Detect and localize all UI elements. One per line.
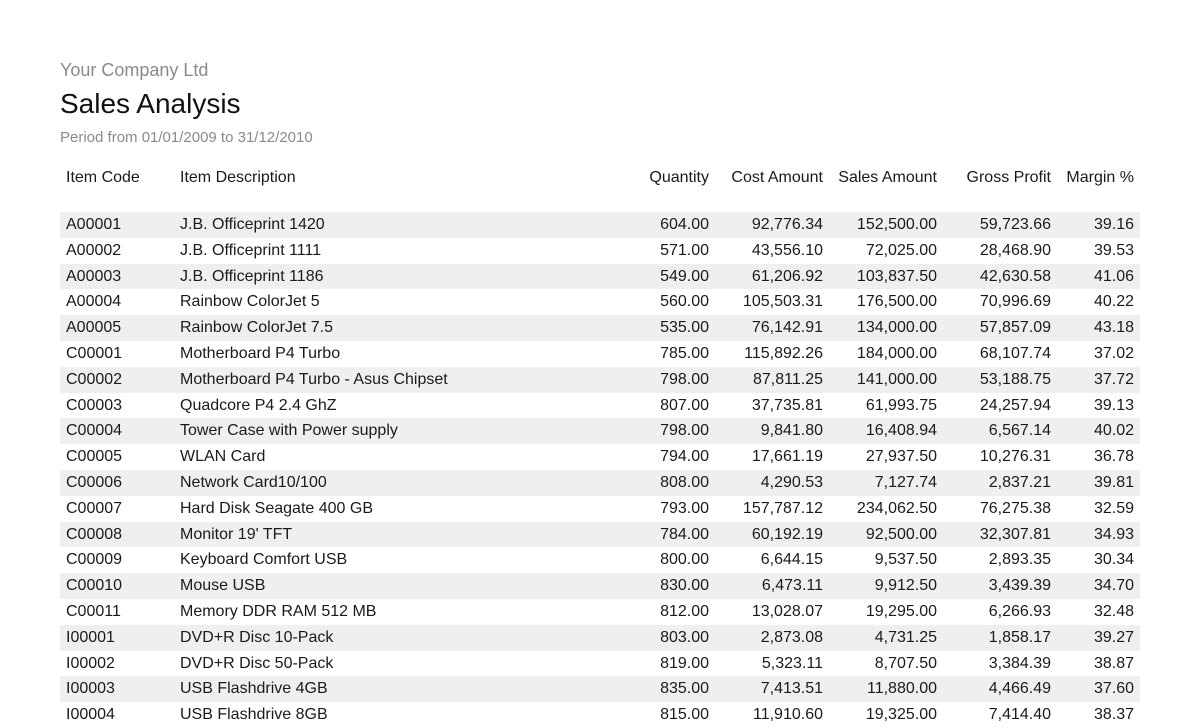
cell-gross-profit: 59,723.66 xyxy=(979,216,1051,233)
company-name: Your Company Ltd xyxy=(60,60,209,80)
cell-cost-amount: 37,735.81 xyxy=(751,396,823,414)
cell-item-code: A00002 xyxy=(66,241,122,259)
cell-cost-amount: 76,142.91 xyxy=(751,319,823,337)
cell-gross-profit: 2,837.21 xyxy=(988,473,1051,491)
cell-item-description: Monitor 19' TFT xyxy=(180,525,293,543)
column-header-cost-amount: Cost Amount xyxy=(731,169,823,186)
table-row xyxy=(60,289,1140,315)
cell-margin: 39.13 xyxy=(1093,396,1134,414)
column-header-item-code: Item Code xyxy=(66,169,140,186)
table-row xyxy=(60,470,1140,496)
cell-item-description: J.B. Officeprint 1111 xyxy=(180,241,322,259)
cell-margin: 36.78 xyxy=(1093,448,1134,466)
cell-sales-amount: 152,500.00 xyxy=(856,216,937,233)
cell-item-description: Rainbow ColorJet 7.5 xyxy=(180,319,333,337)
cell-sales-amount: 4,731.25 xyxy=(874,628,937,646)
cell-cost-amount: 43,556.10 xyxy=(751,241,823,259)
cell-cost-amount: 6,473.11 xyxy=(761,577,823,595)
cell-gross-profit: 68,107.74 xyxy=(979,344,1051,362)
cell-quantity: 793.00 xyxy=(660,499,709,517)
cell-margin: 39.53 xyxy=(1093,241,1134,259)
cell-item-description: DVD+R Disc 10-Pack xyxy=(180,628,334,646)
cell-gross-profit: 32,307.81 xyxy=(979,525,1051,543)
table-row xyxy=(60,444,1140,470)
cell-item-code: C00011 xyxy=(66,602,121,620)
cell-item-description: Rainbow ColorJet 5 xyxy=(180,293,320,311)
cell-margin: 32.48 xyxy=(1093,602,1134,620)
table-row xyxy=(60,315,1140,341)
cell-cost-amount: 92,776.34 xyxy=(751,216,823,233)
cell-item-code: C00008 xyxy=(66,525,123,543)
cell-item-description: Motherboard P4 Turbo - Asus Chipset xyxy=(180,370,448,388)
cell-gross-profit: 6,266.93 xyxy=(988,602,1051,620)
cell-item-code: I00001 xyxy=(66,628,115,646)
cell-item-description: Mouse USB xyxy=(180,577,266,595)
cell-margin: 38.87 xyxy=(1093,654,1134,672)
cell-sales-amount: 141,000.00 xyxy=(856,370,937,388)
cell-quantity: 798.00 xyxy=(660,422,709,440)
cell-cost-amount: 13,028.07 xyxy=(751,602,823,620)
cell-quantity: 794.00 xyxy=(660,448,709,466)
cell-gross-profit: 6,567.14 xyxy=(988,422,1051,440)
column-header-sales-amount: Sales Amount xyxy=(838,169,937,186)
cell-item-code: A00003 xyxy=(66,267,122,285)
cell-item-code: C00005 xyxy=(66,448,123,466)
cell-sales-amount: 9,912.50 xyxy=(874,577,937,595)
cell-item-description: Quadcore P4 2.4 GhZ xyxy=(180,396,337,414)
cell-margin: 40.02 xyxy=(1093,422,1134,440)
cell-quantity: 808.00 xyxy=(660,473,709,491)
cell-gross-profit: 3,384.39 xyxy=(988,654,1051,672)
cell-quantity: 807.00 xyxy=(660,396,709,414)
cell-quantity: 819.00 xyxy=(660,654,709,672)
cell-sales-amount: 19,295.00 xyxy=(865,602,937,620)
cell-margin: 40.22 xyxy=(1093,293,1134,311)
cell-sales-amount: 134,000.00 xyxy=(856,319,937,337)
table-row xyxy=(60,496,1140,522)
cell-gross-profit: 2,893.35 xyxy=(988,551,1051,569)
cell-item-code: C00001 xyxy=(66,344,123,362)
cell-margin: 39.81 xyxy=(1093,473,1134,491)
cell-margin: 43.18 xyxy=(1093,319,1134,337)
cell-quantity: 835.00 xyxy=(660,680,709,698)
cell-quantity: 784.00 xyxy=(660,525,709,543)
cell-cost-amount: 5,323.11 xyxy=(761,654,823,672)
cell-margin: 30.34 xyxy=(1093,551,1134,569)
table-row xyxy=(60,676,1140,702)
table-row xyxy=(60,573,1140,599)
cell-gross-profit: 70,996.69 xyxy=(979,293,1051,311)
cell-sales-amount: 72,025.00 xyxy=(865,241,937,259)
report-title: Sales Analysis xyxy=(60,88,241,119)
cell-sales-amount: 27,937.50 xyxy=(865,448,937,466)
table-row xyxy=(60,238,1140,264)
cell-item-description: DVD+R Disc 50-Pack xyxy=(180,654,334,672)
table-row xyxy=(60,418,1140,444)
cell-sales-amount: 19,325.00 xyxy=(865,706,937,724)
cell-item-description: USB Flashdrive 8GB xyxy=(180,706,328,724)
column-header-gross-profit: Gross Profit xyxy=(966,169,1051,186)
cell-quantity: 812.00 xyxy=(660,602,709,620)
cell-sales-amount: 8,707.50 xyxy=(874,654,937,672)
cell-margin: 34.93 xyxy=(1093,525,1134,543)
cell-item-code: A00005 xyxy=(66,319,122,337)
cell-item-description: WLAN Card xyxy=(180,448,266,466)
cell-quantity: 798.00 xyxy=(660,370,709,388)
cell-item-code: C00004 xyxy=(66,422,123,440)
cell-cost-amount: 4,290.53 xyxy=(760,473,823,491)
table-row xyxy=(60,367,1140,393)
header-spacer xyxy=(60,196,1140,212)
cell-quantity: 535.00 xyxy=(660,319,709,337)
cell-cost-amount: 60,192.19 xyxy=(751,525,823,543)
cell-quantity: 830.00 xyxy=(660,577,709,595)
table-row xyxy=(60,599,1140,625)
cell-item-code: A00004 xyxy=(66,293,122,311)
table-row xyxy=(60,264,1140,290)
table-header xyxy=(60,160,1140,212)
cell-margin: 38.37 xyxy=(1093,706,1134,724)
cell-margin: 41.06 xyxy=(1093,267,1134,285)
header-spacer-cell xyxy=(60,196,1140,212)
cell-item-code: C00002 xyxy=(66,370,123,388)
cell-item-description: USB Flashdrive 4GB xyxy=(180,680,328,698)
cell-sales-amount: 234,062.50 xyxy=(856,499,937,517)
table-row xyxy=(60,393,1140,419)
cell-cost-amount: 105,503.31 xyxy=(742,293,823,311)
cell-item-code: C00006 xyxy=(66,473,123,491)
cell-sales-amount: 103,837.50 xyxy=(856,267,937,285)
cell-gross-profit: 10,276.31 xyxy=(979,448,1051,466)
table-body xyxy=(60,212,1140,728)
cell-gross-profit: 53,188.75 xyxy=(979,370,1051,388)
cell-quantity: 604.00 xyxy=(660,216,709,233)
cell-cost-amount: 11,910.60 xyxy=(753,706,823,724)
cell-cost-amount: 61,206.92 xyxy=(751,267,823,285)
cell-item-code: C00009 xyxy=(66,551,123,569)
cell-margin: 37.72 xyxy=(1093,370,1134,388)
table-row xyxy=(60,522,1140,548)
cell-sales-amount: 16,408.94 xyxy=(865,422,937,440)
cell-sales-amount: 92,500.00 xyxy=(865,525,937,543)
table-row xyxy=(60,651,1140,677)
cell-item-code: I00002 xyxy=(66,654,115,672)
cell-item-description: Tower Case with Power supply xyxy=(180,422,398,440)
cell-sales-amount: 11,880.00 xyxy=(867,680,937,698)
cell-item-code: I00004 xyxy=(66,706,115,724)
cell-margin: 32.59 xyxy=(1093,499,1134,517)
table-row xyxy=(60,625,1140,651)
table-row xyxy=(60,547,1140,573)
cell-item-description: Memory DDR RAM 512 MB xyxy=(180,602,377,620)
cell-gross-profit: 76,275.38 xyxy=(979,499,1051,517)
cell-gross-profit: 1,858.17 xyxy=(988,628,1051,646)
cell-margin: 39.27 xyxy=(1093,628,1134,646)
cell-item-description: Motherboard P4 Turbo xyxy=(180,344,341,362)
cell-gross-profit: 24,257.94 xyxy=(979,396,1051,414)
cell-item-code: C00003 xyxy=(66,396,123,414)
cell-quantity: 785.00 xyxy=(660,344,709,362)
column-header-quantity: Quantity xyxy=(649,169,709,186)
cell-item-code: C00010 xyxy=(66,577,123,595)
cell-gross-profit: 4,466.49 xyxy=(988,680,1051,698)
cell-margin: 37.02 xyxy=(1093,344,1134,362)
cell-quantity: 800.00 xyxy=(660,551,709,569)
cell-margin: 34.70 xyxy=(1093,577,1134,595)
cell-cost-amount: 2,873.08 xyxy=(760,628,823,646)
cell-quantity: 815.00 xyxy=(660,706,709,724)
cell-quantity: 803.00 xyxy=(660,628,709,646)
cell-gross-profit: 57,857.09 xyxy=(979,319,1051,337)
cell-sales-amount: 61,993.75 xyxy=(865,396,937,414)
cell-quantity: 560.00 xyxy=(660,293,709,311)
cell-cost-amount: 9,841.80 xyxy=(760,422,823,440)
cell-margin: 37.60 xyxy=(1093,680,1134,698)
column-header-margin: Margin % xyxy=(1066,169,1134,186)
column-header-item-description: Item Description xyxy=(180,169,296,186)
cell-item-description: Keyboard Comfort USB xyxy=(180,551,348,569)
cell-quantity: 549.00 xyxy=(660,267,709,285)
cell-item-code: A00001 xyxy=(66,216,122,233)
header-row xyxy=(60,160,1140,196)
cell-cost-amount: 115,892.26 xyxy=(744,344,823,362)
cell-sales-amount: 9,537.50 xyxy=(874,551,937,569)
cell-gross-profit: 3,439.39 xyxy=(988,577,1051,595)
cell-item-description: Hard Disk Seagate 400 GB xyxy=(180,499,373,517)
cell-gross-profit: 28,468.90 xyxy=(979,241,1051,259)
cell-sales-amount: 184,000.00 xyxy=(856,344,937,362)
cell-sales-amount: 176,500.00 xyxy=(856,293,937,311)
sales-analysis-report xyxy=(60,58,1140,728)
cell-item-description: J.B. Officeprint 1186 xyxy=(180,267,324,285)
report-period: Period from 01/01/2009 to 31/12/2010 xyxy=(60,129,313,146)
sales-table xyxy=(60,160,1140,728)
table-row xyxy=(60,212,1140,238)
cell-gross-profit: 7,414.40 xyxy=(988,706,1051,724)
cell-item-code: C00007 xyxy=(66,499,123,517)
cell-cost-amount: 7,413.51 xyxy=(760,680,823,698)
cell-cost-amount: 87,811.25 xyxy=(753,370,823,388)
cell-gross-profit: 42,630.58 xyxy=(979,267,1051,285)
cell-cost-amount: 17,661.19 xyxy=(751,448,823,466)
cell-cost-amount: 157,787.12 xyxy=(742,499,823,517)
cell-item-description: Network Card10/100 xyxy=(180,473,327,491)
cell-cost-amount: 6,644.15 xyxy=(760,551,823,569)
cell-margin: 39.16 xyxy=(1093,216,1134,233)
table-row xyxy=(60,341,1140,367)
cell-quantity: 571.00 xyxy=(660,241,709,259)
cell-item-code: I00003 xyxy=(66,680,115,698)
cell-sales-amount: 7,127.74 xyxy=(874,473,937,491)
cell-item-description: J.B. Officeprint 1420 xyxy=(180,216,325,233)
table-row xyxy=(60,702,1140,728)
